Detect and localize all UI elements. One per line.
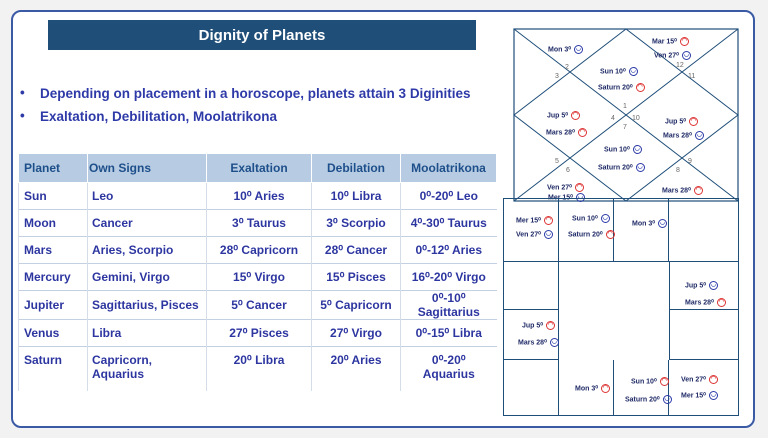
planet-label bbox=[600, 67, 638, 76]
planet-text: Mon 3⁰ bbox=[632, 220, 656, 228]
planet-text: Ven 27⁰ bbox=[547, 184, 572, 192]
happy-face-icon: ◡ bbox=[577, 194, 584, 200]
bullet-list bbox=[18, 86, 471, 132]
bullet-item: • Depending on placement in a horoscope, planets attain 3 Diginities bbox=[18, 86, 471, 101]
table-row bbox=[19, 183, 497, 210]
chart-cell bbox=[504, 262, 559, 310]
planet-text: Jup 5⁰ bbox=[522, 322, 544, 330]
column-header: Own Signs bbox=[88, 154, 207, 183]
column-header: Exaltation bbox=[207, 154, 312, 183]
planet-text: Sun 10⁰ bbox=[604, 146, 630, 154]
table-cell: Sagittarius, Pisces bbox=[88, 291, 207, 320]
table-cell: 5⁰ Cancer bbox=[207, 291, 312, 320]
table-cell: 15⁰ Virgo bbox=[207, 264, 312, 291]
house-number: 1 bbox=[623, 103, 627, 110]
table-row bbox=[19, 237, 497, 264]
planet-label bbox=[681, 391, 718, 400]
planet-label bbox=[681, 375, 718, 384]
chart-cell bbox=[669, 199, 739, 262]
house-number: 10 bbox=[632, 115, 640, 122]
table-cell: 20⁰ Libra bbox=[207, 347, 312, 391]
table-cell: Libra bbox=[88, 320, 207, 347]
sad-face-icon: ◠ bbox=[710, 376, 717, 382]
planet-label bbox=[516, 216, 553, 225]
happy-face-icon: ◡ bbox=[637, 164, 643, 170]
sad-face-icon: ◠ bbox=[576, 184, 583, 190]
table-cell: 0⁰-20⁰ Aquarius bbox=[401, 347, 497, 391]
table-cell: 27⁰ Pisces bbox=[207, 320, 312, 347]
sad-face-icon: ◠ bbox=[602, 385, 609, 391]
table-cell: 27⁰ Virgo bbox=[312, 320, 401, 347]
table-cell: Gemini, Virgo bbox=[88, 264, 207, 291]
sad-face-icon: ◠ bbox=[718, 299, 724, 305]
happy-face-icon: ◡ bbox=[630, 68, 636, 74]
planet-label bbox=[685, 298, 726, 307]
page-title: Dignity of Planets bbox=[48, 20, 476, 50]
sad-face-icon: ◠ bbox=[545, 217, 552, 223]
planet-text: Sun 10⁰ bbox=[572, 215, 598, 223]
table-cell: 0⁰-20⁰ Leo bbox=[401, 183, 497, 210]
table-cell: Cancer bbox=[88, 210, 207, 237]
planet-text: Saturn 20⁰ bbox=[598, 84, 633, 92]
table-cell: 4⁰-30⁰ Taurus bbox=[401, 210, 497, 237]
happy-face-icon: ◡ bbox=[551, 339, 557, 345]
sad-face-icon: ◠ bbox=[695, 187, 701, 193]
sad-face-icon: ◠ bbox=[681, 38, 688, 44]
planet-label bbox=[625, 395, 672, 404]
sad-face-icon: ◠ bbox=[607, 231, 613, 237]
house-number: 5 bbox=[555, 158, 559, 165]
chart-cell bbox=[669, 360, 739, 416]
table-cell: Sun bbox=[19, 183, 88, 210]
table-cell: Capricorn, Aquarius bbox=[88, 347, 207, 391]
happy-face-icon: ◡ bbox=[683, 52, 690, 58]
sad-face-icon: ◠ bbox=[690, 118, 697, 124]
table-cell: 0⁰-15⁰ Libra bbox=[401, 320, 497, 347]
happy-face-icon: ◡ bbox=[664, 396, 670, 402]
happy-face-icon: ◡ bbox=[545, 231, 552, 237]
planet-label bbox=[665, 117, 698, 126]
planet-text: Mars 28⁰ bbox=[663, 132, 692, 140]
planet-label bbox=[652, 37, 689, 46]
planet-label bbox=[604, 145, 642, 154]
planet-label bbox=[632, 219, 667, 228]
planet-text: Mars 28⁰ bbox=[662, 187, 691, 195]
table-cell: 10⁰ Libra bbox=[312, 183, 401, 210]
house-number: 12 bbox=[676, 62, 684, 69]
table-cell: Jupiter bbox=[19, 291, 88, 320]
house-number: 2 bbox=[565, 64, 569, 71]
column-header: Planet bbox=[19, 154, 88, 183]
planet-label bbox=[516, 230, 553, 239]
planet-label bbox=[522, 321, 555, 330]
table-cell: Leo bbox=[88, 183, 207, 210]
planet-text: Ven 27⁰ bbox=[681, 376, 706, 384]
sad-face-icon: ◠ bbox=[572, 112, 579, 118]
house-number: 3 bbox=[555, 73, 559, 80]
planet-text: Jup 5⁰ bbox=[547, 112, 569, 120]
table-cell: Venus bbox=[19, 320, 88, 347]
planet-text: Saturn 20⁰ bbox=[568, 231, 603, 239]
planet-label bbox=[575, 384, 610, 393]
chart-cell bbox=[614, 199, 669, 262]
planet-label bbox=[598, 83, 645, 92]
planet-text: Saturn 20⁰ bbox=[598, 164, 633, 172]
planet-label bbox=[568, 230, 615, 239]
table-row bbox=[19, 210, 497, 237]
planet-label bbox=[518, 338, 559, 347]
sad-face-icon: ◠ bbox=[579, 129, 585, 135]
table-row bbox=[19, 291, 497, 320]
table-header-row bbox=[19, 154, 497, 183]
table-cell: Saturn bbox=[19, 347, 88, 391]
happy-face-icon: ◡ bbox=[659, 220, 666, 226]
sad-face-icon: ◠ bbox=[637, 84, 643, 90]
planet-label bbox=[598, 163, 645, 172]
table-cell: 15⁰ Pisces bbox=[312, 264, 401, 291]
table-row bbox=[19, 264, 497, 291]
table-row bbox=[19, 347, 497, 391]
planet-text: Ven 27⁰ bbox=[516, 231, 541, 239]
table-cell: 3⁰ Scorpio bbox=[312, 210, 401, 237]
happy-face-icon: ◡ bbox=[710, 392, 717, 398]
planet-label bbox=[663, 131, 704, 140]
happy-face-icon: ◡ bbox=[575, 46, 582, 52]
house-number: 8 bbox=[676, 167, 680, 174]
sad-face-icon: ◠ bbox=[547, 322, 554, 328]
house-number: 6 bbox=[566, 167, 570, 174]
table-cell: 28⁰ Capricorn bbox=[207, 237, 312, 264]
table-cell: 0⁰-12⁰ Aries bbox=[401, 237, 497, 264]
table-cell: Mercury bbox=[19, 264, 88, 291]
dignity-table bbox=[18, 153, 497, 391]
bullet-item: • Exaltation, Debilitation, Moolatrikona bbox=[18, 109, 471, 124]
planet-label bbox=[662, 186, 703, 195]
happy-face-icon: ◡ bbox=[634, 146, 640, 152]
house-number: 7 bbox=[623, 124, 627, 131]
table-cell: 16⁰-20⁰ Virgo bbox=[401, 264, 497, 291]
planet-text: Mars 28⁰ bbox=[685, 299, 714, 307]
planet-label bbox=[631, 377, 669, 386]
planet-text: Mars 28⁰ bbox=[518, 339, 547, 347]
sad-face-icon: ◠ bbox=[661, 378, 667, 384]
house-number: 4 bbox=[611, 115, 615, 122]
planet-label bbox=[547, 183, 584, 192]
table-cell: 10⁰ Aries bbox=[207, 183, 312, 210]
planet-label bbox=[548, 45, 583, 54]
table-cell: Moon bbox=[19, 210, 88, 237]
planet-label bbox=[547, 111, 580, 120]
column-header: Moolatrikona bbox=[401, 154, 497, 183]
planet-label bbox=[546, 128, 587, 137]
table-cell: 20⁰ Aries bbox=[312, 347, 401, 391]
house-number: 11 bbox=[688, 73, 696, 80]
house-number: 9 bbox=[688, 158, 692, 165]
chart-cell bbox=[504, 360, 559, 416]
planet-text: Mon 3⁰ bbox=[548, 46, 572, 54]
chart-cell bbox=[504, 310, 559, 360]
planet-text: Jup 5⁰ bbox=[685, 282, 707, 290]
happy-face-icon: ◡ bbox=[602, 215, 608, 221]
planet-text: Mon 3⁰ bbox=[575, 385, 599, 393]
planet-text: Mer 15⁰ bbox=[516, 217, 541, 225]
planet-text: Mer 15⁰ bbox=[681, 392, 706, 400]
chart-cell bbox=[669, 310, 739, 360]
happy-face-icon: ◡ bbox=[696, 132, 702, 138]
planet-label bbox=[685, 281, 718, 290]
planet-text: Jup 5⁰ bbox=[665, 118, 687, 126]
chart-center bbox=[559, 262, 669, 360]
planet-label bbox=[654, 51, 691, 60]
table-row bbox=[19, 320, 497, 347]
planet-text: Sun 10⁰ bbox=[631, 378, 657, 386]
table-cell: 5⁰ Capricorn bbox=[312, 291, 401, 320]
happy-face-icon: ◡ bbox=[710, 282, 717, 288]
planet-text: Sun 10⁰ bbox=[600, 68, 626, 76]
chart-cell bbox=[614, 360, 669, 416]
planet-text: Mer 15⁰ bbox=[548, 194, 573, 202]
planet-label bbox=[572, 214, 610, 223]
table-cell: 0⁰-10⁰ Sagittarius bbox=[401, 291, 497, 320]
table-cell: 28⁰ Cancer bbox=[312, 237, 401, 264]
table-cell: Aries, Scorpio bbox=[88, 237, 207, 264]
table-cell: 3⁰ Taurus bbox=[207, 210, 312, 237]
planet-text: Ven 27⁰ bbox=[654, 52, 679, 60]
planet-text: Saturn 20⁰ bbox=[625, 396, 660, 404]
planet-text: Mar 15⁰ bbox=[652, 38, 677, 46]
planet-text: Mars 28⁰ bbox=[546, 129, 575, 137]
column-header: Debilation bbox=[312, 154, 401, 183]
table-cell: Mars bbox=[19, 237, 88, 264]
